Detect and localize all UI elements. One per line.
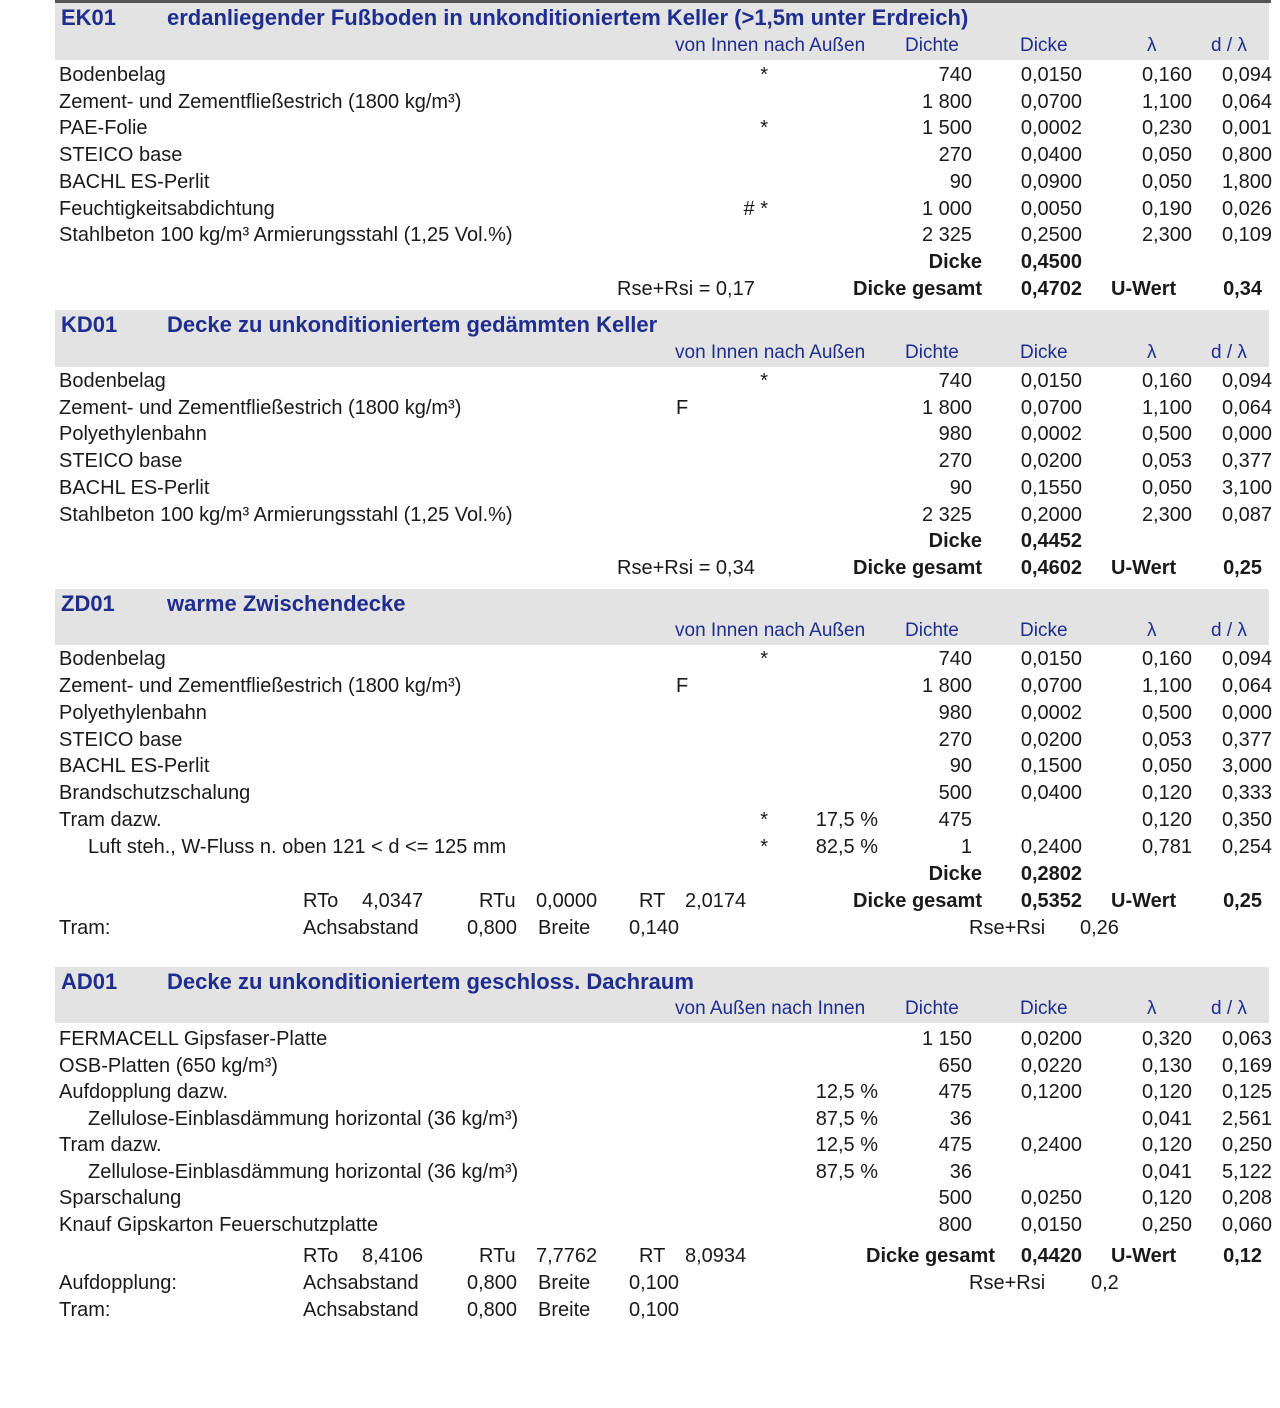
- cell-dl: 0,377: [1221, 450, 1272, 472]
- cell-dl: 3,100: [1221, 477, 1272, 499]
- dicke-gesamt-label: Dicke gesamt: [866, 1245, 995, 1267]
- cell-name: Luft steh., W-Fluss n. oben 121 < d <= 125 mm: [88, 836, 507, 858]
- cell-pct: 87,5 %: [815, 1108, 878, 1130]
- cell-dichte: 475: [938, 809, 972, 831]
- cell-dl: 0,169: [1221, 1055, 1272, 1077]
- cell-name: Bodenbelag: [59, 648, 166, 670]
- cell-lambda: 0,160: [1141, 64, 1192, 86]
- cell-lambda: 0,041: [1141, 1161, 1192, 1183]
- u-wert-label: U-Wert: [1111, 557, 1177, 579]
- rtu-value: 0,0000: [536, 890, 598, 912]
- cell-dl: 2,561: [1221, 1108, 1272, 1130]
- section-header-ek01: [55, 3, 1269, 33]
- cell-dl: 0,001: [1221, 117, 1272, 139]
- u-wert-value: 0,12: [1223, 1245, 1262, 1267]
- cell-mark: *: [760, 648, 768, 670]
- cell-mark: F: [676, 675, 689, 697]
- col-d-lambda: d / λ: [1211, 620, 1247, 641]
- section-code: KD01: [61, 312, 118, 337]
- breite-value: 0,100: [629, 1299, 680, 1321]
- cell-dicke: 0,0400: [1020, 144, 1082, 166]
- tram-label: Tram:: [59, 917, 111, 939]
- cell-dl: 0,094: [1221, 370, 1272, 392]
- cell-dichte: 1 800: [921, 397, 972, 419]
- cell-lambda: 2,300: [1141, 504, 1192, 526]
- cell-name: Zellulose-Einblasdämmung horizontal (36 kg/m³): [88, 1108, 519, 1130]
- cell-dichte: 740: [938, 648, 972, 670]
- rtu-label: RTu: [479, 890, 516, 912]
- col-dichte: Dichte: [905, 35, 959, 56]
- cell-dichte: 650: [938, 1055, 972, 1077]
- rse-rsi: Rse+Rsi = 0,34: [617, 557, 755, 579]
- cell-dicke: 0,0700: [1020, 675, 1082, 697]
- tram-label: Tram:: [59, 1299, 111, 1321]
- breite-label: Breite: [538, 1299, 591, 1321]
- dicke-value: 0,4452: [1020, 530, 1082, 552]
- column-header: [55, 32, 1269, 60]
- cell-dicke: 0,0700: [1020, 397, 1082, 419]
- cell-dicke: 0,1500: [1020, 755, 1082, 777]
- rse-rsi-label: Rse+Rsi: [969, 917, 1046, 939]
- cell-pct: 87,5 %: [815, 1161, 878, 1183]
- u-wert-value: 0,34: [1223, 278, 1262, 300]
- cell-dichte: 1 800: [921, 675, 972, 697]
- rse-rsi: Rse+Rsi = 0,17: [617, 278, 755, 300]
- cell-dl: 0,094: [1221, 648, 1272, 670]
- cell-dichte: 740: [938, 370, 972, 392]
- achsabstand-label: Achsabstand: [303, 1272, 419, 1294]
- cell-name: Bodenbelag: [59, 370, 166, 392]
- cell-dichte: 1 500: [921, 117, 972, 139]
- col-dichte: Dichte: [905, 342, 959, 363]
- cell-dichte: 740: [938, 64, 972, 86]
- cell-dicke: 0,0150: [1020, 1214, 1082, 1236]
- cell-name: PAE-Folie: [59, 117, 148, 139]
- cell-dichte: 2 325: [921, 504, 972, 526]
- rtu-value: 7,7762: [536, 1245, 598, 1267]
- cell-name: Zement- und Zementfließestrich (1800 kg/m³): [59, 91, 462, 113]
- cell-dicke: 0,0200: [1020, 729, 1082, 751]
- u-wert-value: 0,25: [1223, 890, 1262, 912]
- cell-dichte: 500: [938, 782, 972, 804]
- col-dicke: Dicke: [1020, 342, 1068, 363]
- cell-dl: 0,350: [1221, 809, 1272, 831]
- cell-name: Knauf Gipskarton Feuerschutzplatte: [59, 1214, 379, 1236]
- col-d-lambda: d / λ: [1211, 998, 1247, 1019]
- cell-dichte: 475: [938, 1081, 972, 1103]
- cell-lambda: 0,230: [1141, 117, 1192, 139]
- u-wert-label: U-Wert: [1111, 278, 1177, 300]
- breite-value: 0,140: [629, 917, 680, 939]
- cell-mark: # *: [743, 198, 768, 220]
- cell-lambda: 0,050: [1141, 171, 1192, 193]
- cell-dichte: 36: [949, 1108, 972, 1130]
- cell-dl: 3,000: [1221, 755, 1272, 777]
- achsabstand-value: 0,800: [467, 1299, 518, 1321]
- cell-name: OSB-Platten (650 kg/m³): [59, 1055, 278, 1077]
- col-dichte: Dichte: [905, 620, 959, 641]
- cell-dichte: 270: [938, 450, 972, 472]
- dicke-gesamt-label: Dicke gesamt: [853, 278, 982, 300]
- cell-dl: 0,064: [1221, 675, 1272, 697]
- cell-dichte: 500: [938, 1187, 972, 1209]
- cell-dicke: 0,2000: [1020, 504, 1082, 526]
- cell-dichte: 90: [949, 477, 972, 499]
- cell-name: BACHL ES-Perlit: [59, 755, 210, 777]
- column-header: [55, 339, 1269, 367]
- cell-lambda: 1,100: [1141, 397, 1192, 419]
- cell-dicke: 0,0200: [1020, 1028, 1082, 1050]
- cell-name: Sparschalung: [59, 1187, 182, 1209]
- cell-dichte: 270: [938, 144, 972, 166]
- cell-name: STEICO base: [59, 144, 183, 166]
- dicke-gesamt-label: Dicke gesamt: [853, 890, 982, 912]
- u-wert-label: U-Wert: [1111, 1245, 1177, 1267]
- cell-dl: 0,000: [1221, 423, 1272, 445]
- cell-mark: *: [760, 370, 768, 392]
- cell-dichte: 270: [938, 729, 972, 751]
- cell-dicke: 0,0050: [1020, 198, 1082, 220]
- cell-dl: 0,087: [1221, 504, 1272, 526]
- cell-dicke: 0,1550: [1020, 477, 1082, 499]
- cell-name: Stahlbeton 100 kg/m³ Armierungsstahl (1,25 Vol.%): [59, 504, 513, 526]
- dicke-gesamt-value: 0,4420: [1020, 1245, 1082, 1267]
- aufdopplung-label: Aufdopplung:: [59, 1272, 177, 1294]
- cell-name: Feuchtigkeitsabdichtung: [59, 198, 275, 220]
- cell-lambda: 0,053: [1141, 729, 1192, 751]
- section-title: erdanliegender Fußboden in unkonditioniertem Keller (>1,5m unter Erdreich): [167, 5, 969, 30]
- rto-label: RTo: [303, 1245, 339, 1267]
- section-code: ZD01: [61, 591, 115, 616]
- rt-label: RT: [639, 890, 666, 912]
- cell-mark: *: [760, 836, 768, 858]
- cell-dicke: 0,0002: [1020, 117, 1082, 139]
- col-lambda: λ: [1147, 35, 1157, 56]
- u-wert-label: U-Wert: [1111, 890, 1177, 912]
- cell-dichte: 1: [960, 836, 972, 858]
- rse-rsi-label: Rse+Rsi: [969, 1272, 1046, 1294]
- cell-dl: 0,064: [1221, 91, 1272, 113]
- dicke-label: Dicke: [928, 251, 982, 273]
- dicke-gesamt-label: Dicke gesamt: [853, 557, 982, 579]
- cell-dicke: 0,0700: [1020, 91, 1082, 113]
- cell-dicke: 0,0002: [1020, 423, 1082, 445]
- cell-dl: 5,122: [1221, 1161, 1272, 1183]
- cell-name: STEICO base: [59, 450, 183, 472]
- section-title: Decke zu unkonditioniertem gedämmten Keller: [167, 312, 658, 337]
- cell-pct: 12,5 %: [815, 1134, 878, 1156]
- column-header: [55, 617, 1269, 645]
- cell-dl: 0,026: [1221, 198, 1272, 220]
- col-direction: von Innen nach Außen: [675, 35, 866, 56]
- u-wert-value: 0,25: [1223, 557, 1262, 579]
- section-title: warme Zwischendecke: [167, 591, 406, 616]
- rse-rsi-value: 0,26: [1080, 917, 1119, 939]
- cell-dicke: 0,2500: [1020, 224, 1082, 246]
- rto-value: 4,0347: [362, 890, 424, 912]
- cell-dl: 0,094: [1221, 64, 1272, 86]
- cell-dl: 0,000: [1221, 702, 1272, 724]
- rt-label: RT: [639, 1245, 666, 1267]
- cell-lambda: 0,120: [1141, 782, 1192, 804]
- cell-dicke: 0,1200: [1020, 1081, 1082, 1103]
- col-direction: von Außen nach Innen: [675, 998, 866, 1019]
- cell-lambda: 0,120: [1141, 1081, 1192, 1103]
- breite-label: Breite: [538, 917, 591, 939]
- section-header-kd01: [55, 310, 1269, 340]
- achsabstand-value: 0,800: [467, 917, 518, 939]
- cell-dl: 1,800: [1221, 171, 1272, 193]
- cell-name: Aufdopplung dazw.: [59, 1081, 229, 1103]
- dicke-label: Dicke: [928, 530, 982, 552]
- cell-dl: 0,125: [1221, 1081, 1272, 1103]
- cell-lambda: 0,781: [1141, 836, 1192, 858]
- section-header-zd01: [55, 589, 1269, 619]
- cell-lambda: 0,050: [1141, 144, 1192, 166]
- cell-name: Bodenbelag: [59, 64, 166, 86]
- dicke-gesamt-value: 0,5352: [1020, 890, 1082, 912]
- cell-lambda: 0,190: [1141, 198, 1192, 220]
- cell-lambda: 0,130: [1141, 1055, 1192, 1077]
- rtu-label: RTu: [479, 1245, 516, 1267]
- cell-dicke: 0,2400: [1020, 836, 1082, 858]
- cell-pct: 82,5 %: [815, 836, 878, 858]
- cell-lambda: 0,160: [1141, 648, 1192, 670]
- achsabstand-label: Achsabstand: [303, 917, 419, 939]
- cell-dichte: 475: [938, 1134, 972, 1156]
- col-dichte: Dichte: [905, 998, 959, 1019]
- cell-dl: 0,800: [1221, 144, 1272, 166]
- cell-name: Tram dazw.: [59, 1134, 162, 1156]
- col-lambda: λ: [1147, 620, 1157, 641]
- rto-label: RTo: [303, 890, 339, 912]
- column-header: [55, 995, 1269, 1023]
- cell-lambda: 0,120: [1141, 1134, 1192, 1156]
- cell-dl: 0,208: [1221, 1187, 1272, 1209]
- cell-pct: 17,5 %: [815, 809, 878, 831]
- breite-label: Breite: [538, 1272, 591, 1294]
- cell-dicke: 0,2400: [1020, 1134, 1082, 1156]
- cell-dl: 0,333: [1221, 782, 1272, 804]
- cell-dichte: 800: [938, 1214, 972, 1236]
- cell-dl: 0,250: [1221, 1134, 1272, 1156]
- cell-lambda: 0,050: [1141, 755, 1192, 777]
- cell-lambda: 2,300: [1141, 224, 1192, 246]
- cell-lambda: 0,120: [1141, 1187, 1192, 1209]
- cell-lambda: 0,160: [1141, 370, 1192, 392]
- cell-lambda: 0,320: [1141, 1028, 1192, 1050]
- cell-name: Brandschutzschalung: [59, 782, 251, 804]
- col-lambda: λ: [1147, 342, 1157, 363]
- achsabstand-label: Achsabstand: [303, 1299, 419, 1321]
- cell-dicke: 0,0400: [1020, 782, 1082, 804]
- dicke-label: Dicke: [928, 863, 982, 885]
- cell-name: STEICO base: [59, 729, 183, 751]
- cell-dichte: 980: [938, 423, 972, 445]
- cell-dl: 0,109: [1221, 224, 1272, 246]
- breite-value: 0,100: [629, 1272, 680, 1294]
- cell-dl: 0,064: [1221, 397, 1272, 419]
- cell-dichte: 1 000: [921, 198, 972, 220]
- rse-rsi-value: 0,2: [1091, 1272, 1119, 1294]
- cell-dichte: 36: [949, 1161, 972, 1183]
- cell-dicke: 0,0150: [1020, 64, 1082, 86]
- dicke-gesamt-value: 0,4602: [1020, 557, 1082, 579]
- rto-value: 8,4106: [362, 1245, 424, 1267]
- cell-dl: 0,060: [1221, 1214, 1272, 1236]
- cell-lambda: 1,100: [1141, 91, 1192, 113]
- achsabstand-value: 0,800: [467, 1272, 518, 1294]
- cell-lambda: 0,500: [1141, 702, 1192, 724]
- dicke-gesamt-value: 0,4702: [1020, 278, 1082, 300]
- cell-lambda: 0,500: [1141, 423, 1192, 445]
- cell-name: FERMACELL Gipsfaser-Platte: [59, 1028, 328, 1050]
- cell-lambda: 0,120: [1141, 809, 1192, 831]
- col-direction: von Innen nach Außen: [675, 342, 866, 363]
- cell-mark: *: [760, 117, 768, 139]
- cell-lambda: 1,100: [1141, 675, 1192, 697]
- cell-name: Zellulose-Einblasdämmung horizontal (36 kg/m³): [88, 1161, 519, 1183]
- cell-dichte: 90: [949, 755, 972, 777]
- cell-lambda: 0,050: [1141, 477, 1192, 499]
- cell-dicke: 0,0002: [1020, 702, 1082, 724]
- section-header-ad01: [55, 967, 1269, 997]
- cell-mark: *: [760, 64, 768, 86]
- section-code: EK01: [61, 5, 117, 30]
- col-direction: von Innen nach Außen: [675, 620, 866, 641]
- cell-mark: *: [760, 809, 768, 831]
- col-lambda: λ: [1147, 998, 1157, 1019]
- rt-value: 2,0174: [685, 890, 747, 912]
- cell-dl: 0,254: [1221, 836, 1272, 858]
- cell-dicke: 0,0250: [1020, 1187, 1082, 1209]
- cell-name: Polyethylenbahn: [59, 423, 207, 445]
- section-code: AD01: [61, 969, 118, 994]
- cell-dichte: 90: [949, 171, 972, 193]
- dicke-value: 0,2802: [1020, 863, 1082, 885]
- col-dicke: Dicke: [1020, 35, 1068, 56]
- cell-dichte: 2 325: [921, 224, 972, 246]
- cell-dichte: 1 150: [921, 1028, 972, 1050]
- cell-name: Tram dazw.: [59, 809, 162, 831]
- cell-name: Polyethylenbahn: [59, 702, 207, 724]
- cell-name: Zement- und Zementfließestrich (1800 kg/m³): [59, 397, 462, 419]
- cell-dicke: 0,0150: [1020, 648, 1082, 670]
- cell-mark: F: [676, 397, 689, 419]
- rt-value: 8,0934: [685, 1245, 747, 1267]
- cell-dichte: 1 800: [921, 91, 972, 113]
- cell-lambda: 0,053: [1141, 450, 1192, 472]
- cell-dicke: 0,0220: [1020, 1055, 1082, 1077]
- col-d-lambda: d / λ: [1211, 35, 1247, 56]
- cell-name: BACHL ES-Perlit: [59, 477, 210, 499]
- cell-dicke: 0,0200: [1020, 450, 1082, 472]
- col-d-lambda: d / λ: [1211, 342, 1247, 363]
- section-title: Decke zu unkonditioniertem geschloss. Dachraum: [167, 969, 694, 994]
- cell-dl: 0,063: [1221, 1028, 1272, 1050]
- cell-dl: 0,377: [1221, 729, 1272, 751]
- cell-dicke: 0,0900: [1020, 171, 1082, 193]
- cell-name: Stahlbeton 100 kg/m³ Armierungsstahl (1,25 Vol.%): [59, 224, 513, 246]
- col-dicke: Dicke: [1020, 998, 1068, 1019]
- cell-dichte: 980: [938, 702, 972, 724]
- cell-name: Zement- und Zementfließestrich (1800 kg/m³): [59, 675, 462, 697]
- cell-lambda: 0,250: [1141, 1214, 1192, 1236]
- col-dicke: Dicke: [1020, 620, 1068, 641]
- cell-lambda: 0,041: [1141, 1108, 1192, 1130]
- cell-name: BACHL ES-Perlit: [59, 171, 210, 193]
- dicke-value: 0,4500: [1020, 251, 1082, 273]
- cell-dicke: 0,0150: [1020, 370, 1082, 392]
- cell-pct: 12,5 %: [815, 1081, 878, 1103]
